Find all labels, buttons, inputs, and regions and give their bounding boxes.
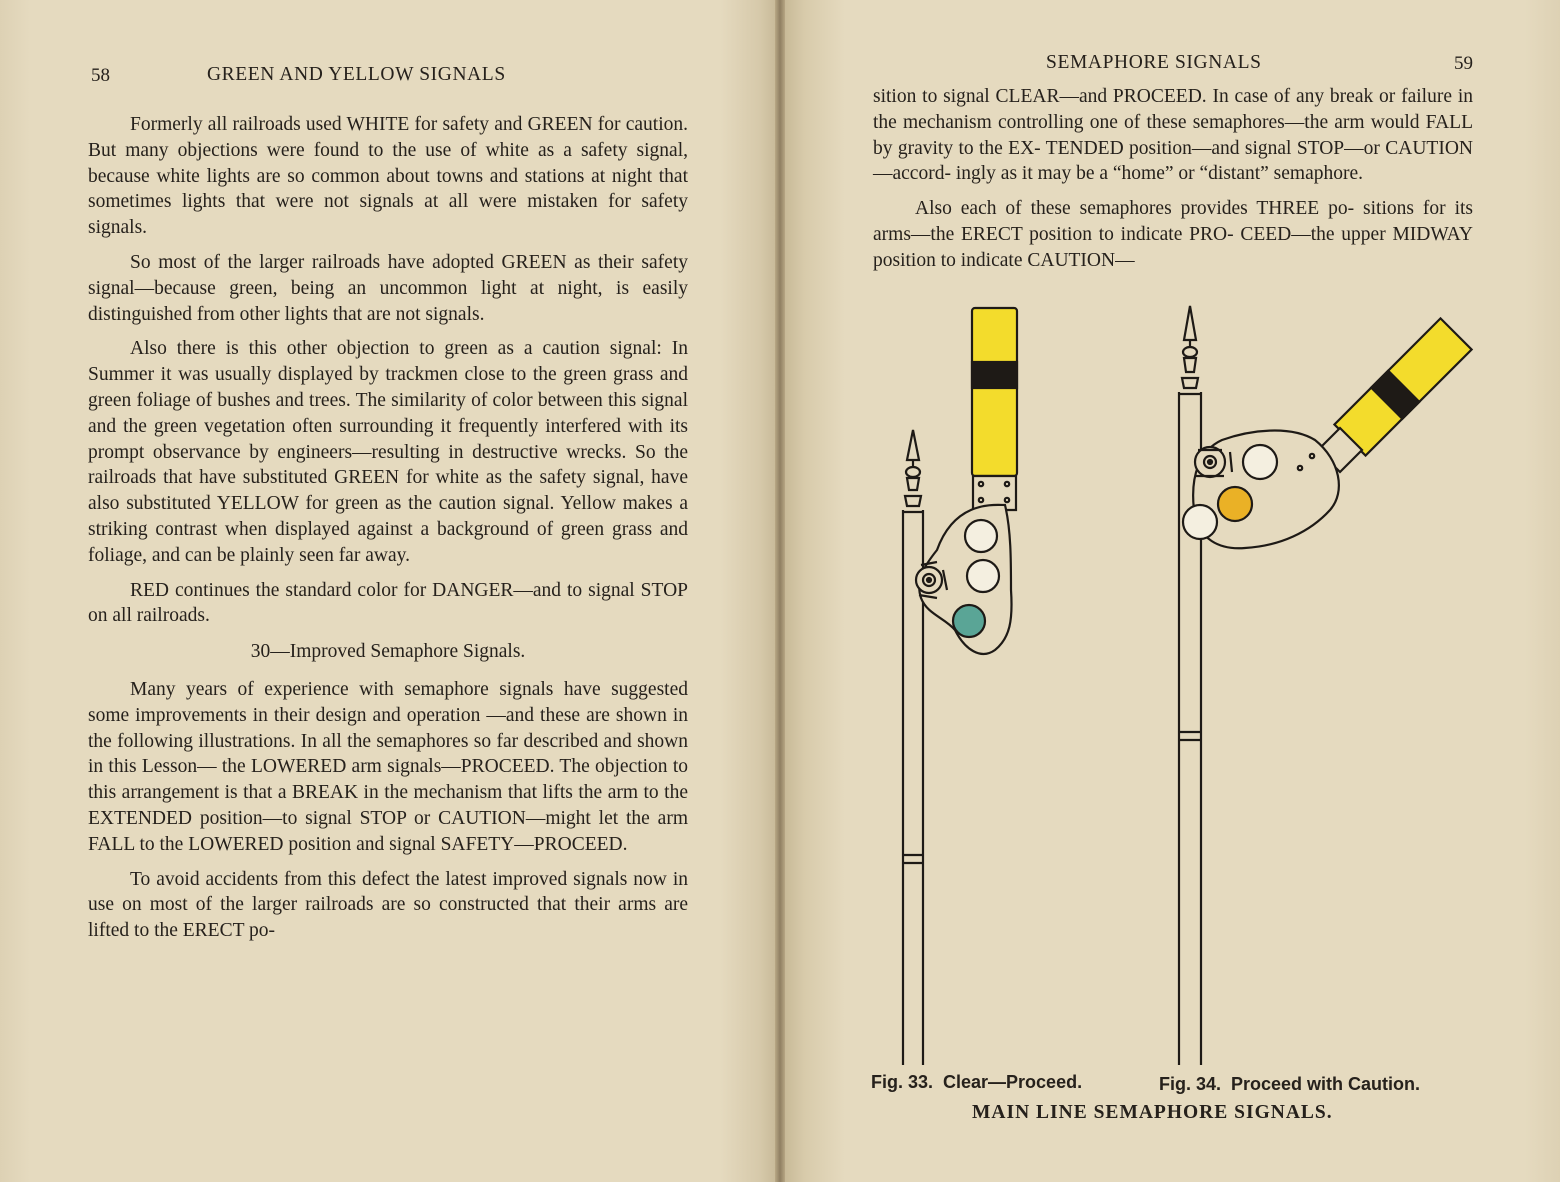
left-page — [0, 0, 775, 1182]
paragraph: To avoid accidents from this defect the latest improved signals now in use on most of the larger railroads are so constructed that their arms are lifted to the ERECT po- — [88, 868, 688, 942]
fig-34-caption: Fig. 34. Proceed with Caution. — [1159, 1074, 1421, 1094]
fig-33-semaphore-illustration — [885, 300, 1065, 1070]
left-body-text — [88, 112, 688, 953]
book-gutter — [775, 0, 785, 1182]
right-body-text — [873, 84, 1473, 283]
fig-33-caption: Fig. 33. Clear—Proceed. — [871, 1072, 1083, 1092]
paragraph: RED continues the standard color for DANGER—and to signal STOP on all railroads. — [88, 579, 688, 627]
page-number: 59 — [1454, 53, 1473, 74]
running-head: GREEN AND YELLOW SIGNALS — [207, 64, 506, 85]
paragraph: sition to signal CLEAR—and PROCEED. In case of any break or failure in the mechanism controlling one of these semaphores—the arm would FALL by gravity to the EX- TENDED position—and signal STOP—or CAUTION—accord- ingly as it may be a “home” or “distant” semaphore. — [873, 86, 1473, 185]
paragraph: Also there is this other objection to green as a caution signal: In Summer it was usually displayed by trackmen close to the green grass and green foliage of bushes and trees. The similarity of color between this signal and the green vegetation often surrounding it frequently interfered with its prompt observance by engineers—resulting in destructive wrecks. So the railroads that have substituted GREEN for white as the safety signal, have also substituted YELLOW for green as the caution signal. Yellow makes a striking contrast when displayed against a background of green grass and foliage, and can be plainly seen far away. — [88, 338, 688, 566]
right-page — [785, 0, 1560, 1182]
paragraph: So most of the larger railroads have adopted GREEN as their safety signal—because green, being an uncommon light at night, is easily distinguished from other lights that are not signals. — [88, 251, 688, 325]
page-number: 58 — [91, 65, 110, 86]
paragraph: Also each of these semaphores provides THREE po- sitions for its arms—the ERECT position to indicate PRO- CEED—the upper MIDWAY position to indicate CAUTION— — [873, 198, 1473, 271]
fig-34-semaphore-illustration — [1150, 300, 1480, 1070]
running-head: SEMAPHORE SIGNALS — [1046, 52, 1262, 73]
paragraph: Formerly all railroads used WHITE for safety and GREEN for caution. But many objections were found to the use of white as a safety signal, because white lights are so common about towns and stations at night that sometimes lights that were not signals at all were mistaken for safety signals. — [88, 114, 688, 239]
section-heading: 30—Improved Semaphore Signals. — [250, 641, 526, 663]
paragraph: Many years of experience with semaphore signals have suggested some improvements in their design and operation —and these are shown in the following illustrations. In all the semaphores so far described and shown in this Lesson— the LOWERED arm signals—PROCEED. The objection to this arrangement is that a BREAK in the mechanism that lifts the arm to the EXTENDED position—to signal STOP or CAUTION—might let the arm FALL to the LOWERED position and signal SAFETY—PROCEED. — [88, 678, 688, 855]
figures-title: MAIN LINE SEMAPHORE SIGNALS. — [972, 1102, 1333, 1123]
